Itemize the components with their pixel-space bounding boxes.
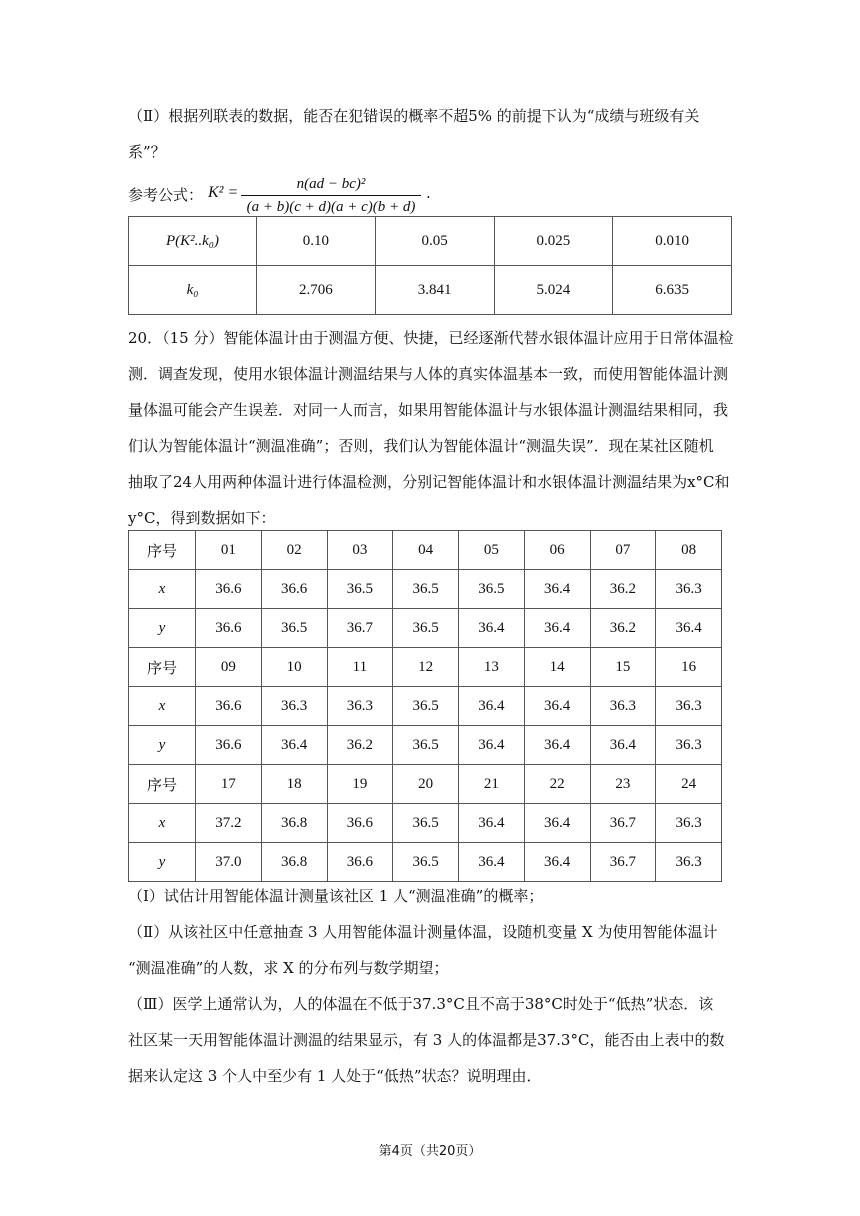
table-cell: 36.4 bbox=[459, 609, 525, 648]
part2-line-2: 系”？ bbox=[128, 143, 166, 161]
formula-numerator: n(ad − bc)² bbox=[296, 176, 366, 192]
table-cell: 36.4 bbox=[656, 609, 722, 648]
table-cell: 36.4 bbox=[524, 570, 590, 609]
table-row-header: 序号 bbox=[129, 765, 196, 804]
table-cell: 36.6 bbox=[196, 726, 262, 765]
table-cell: 02 bbox=[261, 531, 327, 570]
table-cell: 36.7 bbox=[327, 609, 393, 648]
table-cell: 36.4 bbox=[524, 687, 590, 726]
table-cell: 19 bbox=[327, 765, 393, 804]
table-cell: 36.4 bbox=[524, 726, 590, 765]
question-2-line-2: “测温准确”的人数，求 X 的分布列与数学期望； bbox=[128, 959, 449, 977]
table-cell: 36.4 bbox=[459, 804, 525, 843]
table-cell: 16 bbox=[656, 648, 722, 687]
table-cell: 14 bbox=[524, 648, 590, 687]
problem-20-line-2: 测．调查发现，使用水银体温计测温结果与人体的真实体温基本一致，而使用智能体温计测 bbox=[128, 365, 729, 383]
table-row-header: y bbox=[129, 726, 196, 765]
table-cell: 17 bbox=[196, 765, 262, 804]
table-cell: 36.4 bbox=[261, 726, 327, 765]
table-cell: 08 bbox=[656, 531, 722, 570]
table-row bbox=[129, 217, 732, 266]
part2-line-1: （Ⅱ）根据列联表的数据，能否在犯错误的概率不超5% 的前提下认为“成绩与班级有关 bbox=[128, 107, 700, 125]
table-row bbox=[129, 765, 722, 804]
table-cell: 04 bbox=[393, 531, 459, 570]
table-cell: 36.4 bbox=[590, 726, 656, 765]
table-cell: 36.5 bbox=[393, 804, 459, 843]
table-cell: 07 bbox=[590, 531, 656, 570]
table-cell: 3.841 bbox=[375, 266, 494, 315]
table-cell: 22 bbox=[524, 765, 590, 804]
table-cell: 0.025 bbox=[494, 217, 613, 266]
table-cell: 36.6 bbox=[327, 843, 393, 882]
question-2-line-1: （Ⅱ）从该社区中任意抽查 3 人用智能体温计测量体温，设随机变量 X 为使用智能体温计 bbox=[128, 923, 718, 941]
question-3-line-1: （Ⅲ）医学上通常认为，人的体温在不低于37.3°C且不高于38°C时处于“低热”状态．该 bbox=[128, 995, 714, 1013]
table-row-header: x bbox=[129, 804, 196, 843]
table-cell: 36.4 bbox=[459, 726, 525, 765]
table-cell: 36.6 bbox=[196, 570, 262, 609]
table-cell: 0.05 bbox=[375, 217, 494, 266]
table-cell: 11 bbox=[327, 648, 393, 687]
formula-fraction bbox=[241, 174, 421, 217]
table-row-header: P(K²..k₀) bbox=[129, 217, 257, 266]
table-cell: 36.4 bbox=[524, 609, 590, 648]
table-cell: 36.3 bbox=[656, 726, 722, 765]
table-cell: 36.4 bbox=[524, 843, 590, 882]
table-cell: 12 bbox=[393, 648, 459, 687]
table-row bbox=[129, 843, 722, 882]
table-cell: 21 bbox=[459, 765, 525, 804]
part2-question bbox=[128, 98, 732, 170]
table-cell: 37.0 bbox=[196, 843, 262, 882]
formula-lhs: K² = bbox=[208, 184, 239, 201]
table-cell: 10 bbox=[261, 648, 327, 687]
table-cell: 0.10 bbox=[257, 217, 376, 266]
table-cell: 36.3 bbox=[261, 687, 327, 726]
table-row bbox=[129, 266, 732, 315]
table-cell: 20 bbox=[393, 765, 459, 804]
table-cell: 36.3 bbox=[656, 843, 722, 882]
problem-20-stem bbox=[128, 320, 732, 536]
question-3-line-2: 社区某一天用智能体温计测温的结果显示，有 3 人的体温都是37.3°C，能否由上表中的数 bbox=[128, 1031, 725, 1049]
table-cell: 36.6 bbox=[196, 609, 262, 648]
formula-label: 参考公式： bbox=[128, 186, 204, 204]
table-cell: 36.7 bbox=[590, 804, 656, 843]
table-cell: 36.5 bbox=[393, 570, 459, 609]
table-cell: 09 bbox=[196, 648, 262, 687]
question-3-line-3: 据来认定这 3 个人中至少有 1 人处于“低热”状态？说明理由． bbox=[128, 1067, 542, 1085]
table-cell: 24 bbox=[656, 765, 722, 804]
formula-denominator: (a + b)(c + d)(a + c)(b + d) bbox=[246, 199, 416, 215]
table-row-header: y bbox=[129, 609, 196, 648]
table-cell: 36.7 bbox=[590, 843, 656, 882]
table-cell: 36.3 bbox=[656, 804, 722, 843]
table-cell: 36.5 bbox=[459, 570, 525, 609]
table-row-header: 序号 bbox=[129, 531, 196, 570]
table-cell: 2.706 bbox=[257, 266, 376, 315]
formula-end: . bbox=[426, 184, 431, 202]
table-row-header: x bbox=[129, 570, 196, 609]
table-cell: 6.635 bbox=[613, 266, 732, 315]
problem-20-line-3: 量体温可能会产生误差．对同一人而言，如果用智能体温计与水银体温计测温结果相同，我 bbox=[128, 401, 729, 419]
table-row-header: 序号 bbox=[129, 648, 196, 687]
page-footer: 第4页（共20页） bbox=[378, 1144, 482, 1159]
table-row bbox=[129, 531, 722, 570]
problem-20-line-1: 20．（15 分）智能体温计由于测温方便、快捷，已经逐渐代替水银体温计应用于日常体温检 bbox=[128, 329, 734, 347]
table-cell: 36.8 bbox=[261, 843, 327, 882]
critical-value-table bbox=[128, 216, 732, 315]
table-row bbox=[129, 570, 722, 609]
table-row bbox=[129, 609, 722, 648]
table-cell: 36.4 bbox=[524, 804, 590, 843]
table-cell: 36.5 bbox=[393, 843, 459, 882]
table-cell: 36.5 bbox=[261, 609, 327, 648]
table-cell: 23 bbox=[590, 765, 656, 804]
table-cell: 5.024 bbox=[494, 266, 613, 315]
table-cell: 18 bbox=[261, 765, 327, 804]
table-cell: 36.3 bbox=[656, 687, 722, 726]
table-cell: 36.5 bbox=[393, 609, 459, 648]
table-row bbox=[129, 726, 722, 765]
table-cell: 15 bbox=[590, 648, 656, 687]
temperature-data-table bbox=[128, 530, 722, 882]
table-cell: 36.5 bbox=[393, 687, 459, 726]
table-row-header: y bbox=[129, 843, 196, 882]
problem-20-line-5: 抽取了24人用两种体温计进行体温检测，分别记智能体温计和水银体温计测温结果为x°C和 bbox=[128, 473, 730, 491]
table-cell: 05 bbox=[459, 531, 525, 570]
table-cell: 03 bbox=[327, 531, 393, 570]
table-cell: 37.2 bbox=[196, 804, 262, 843]
fraction-bar bbox=[241, 195, 421, 196]
table-cell: 36.3 bbox=[590, 687, 656, 726]
table-cell: 36.8 bbox=[261, 804, 327, 843]
table-cell: 36.6 bbox=[327, 804, 393, 843]
table-cell: 13 bbox=[459, 648, 525, 687]
table-cell: 36.5 bbox=[327, 570, 393, 609]
table-cell: 36.6 bbox=[196, 687, 262, 726]
table-cell: 36.2 bbox=[590, 570, 656, 609]
table-cell: 01 bbox=[196, 531, 262, 570]
problem-20-line-6: y°C，得到数据如下： bbox=[128, 509, 276, 527]
table-row bbox=[129, 804, 722, 843]
table-row bbox=[129, 648, 722, 687]
table-cell: 36.5 bbox=[393, 726, 459, 765]
problem-20-line-4: 们认为智能体温计“测温准确”；否则，我们认为智能体温计“测温失误”．现在某社区随机 bbox=[128, 437, 714, 455]
table-row-header: x bbox=[129, 687, 196, 726]
table-cell: 36.4 bbox=[459, 843, 525, 882]
problem-20-questions bbox=[128, 878, 732, 1094]
table-cell: 36.2 bbox=[327, 726, 393, 765]
table-cell: 36.4 bbox=[459, 687, 525, 726]
question-1: （Ⅰ）试估计用智能体温计测量该社区 1 人“测温准确”的概率； bbox=[128, 887, 544, 905]
table-cell: 36.3 bbox=[327, 687, 393, 726]
table-row bbox=[129, 687, 722, 726]
table-cell: 06 bbox=[524, 531, 590, 570]
table-cell: 36.2 bbox=[590, 609, 656, 648]
table-row-header: k₀ bbox=[129, 266, 257, 315]
table-cell: 0.010 bbox=[613, 217, 732, 266]
table-cell: 36.6 bbox=[261, 570, 327, 609]
table-cell: 36.3 bbox=[656, 570, 722, 609]
